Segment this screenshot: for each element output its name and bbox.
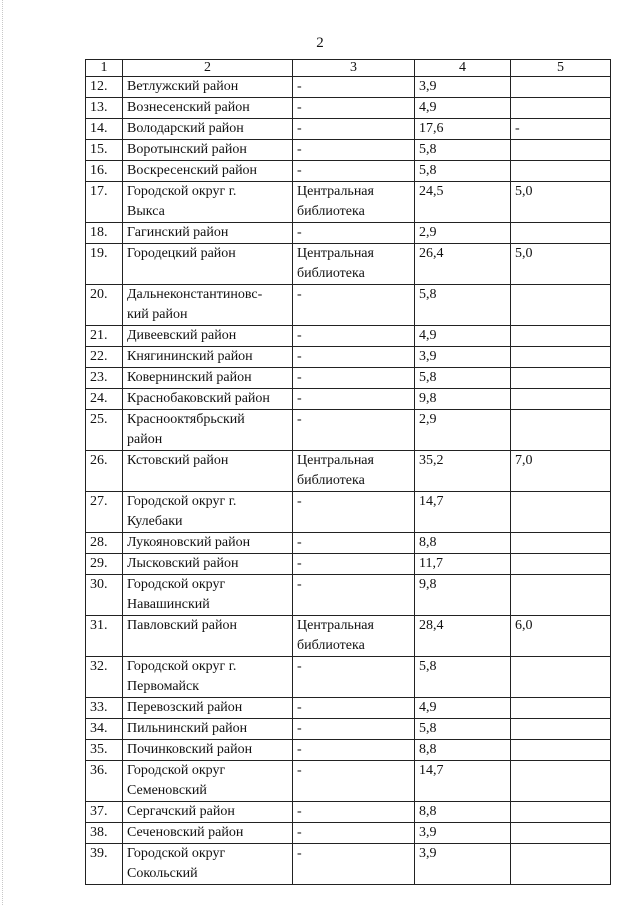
row-number-cell: 21. <box>86 326 123 347</box>
row-number-cell: 27. <box>86 492 123 533</box>
table-row <box>86 119 611 140</box>
table-row <box>86 98 611 119</box>
table-row <box>86 140 611 161</box>
district-name-cell: Городской округ г. Кулебаки <box>123 492 293 533</box>
value-col5-cell <box>511 347 611 368</box>
library-cell: - <box>293 802 415 823</box>
table-row <box>86 326 611 347</box>
table-row <box>86 657 611 698</box>
value-col4-cell: 5,8 <box>415 657 511 698</box>
row-number-cell: 39. <box>86 844 123 885</box>
row-number-cell: 13. <box>86 98 123 119</box>
district-name-cell: Городской округ г. Выкса <box>123 182 293 223</box>
row-number-cell: 23. <box>86 368 123 389</box>
value-col4-cell: 3,9 <box>415 844 511 885</box>
value-col5-cell: - <box>511 119 611 140</box>
value-col5-cell <box>511 492 611 533</box>
table-row <box>86 182 611 223</box>
district-name-cell: Ветлужский район <box>123 77 293 98</box>
district-name-cell: Городецкий район <box>123 244 293 285</box>
district-name-cell: Городской округ Семеновский <box>123 761 293 802</box>
value-col5-cell <box>511 389 611 410</box>
district-name-cell: Пильнинский район <box>123 719 293 740</box>
row-number-cell: 34. <box>86 719 123 740</box>
library-cell: - <box>293 77 415 98</box>
row-number-cell: 16. <box>86 161 123 182</box>
district-name-cell: Княгининский район <box>123 347 293 368</box>
table-row <box>86 451 611 492</box>
table-row <box>86 740 611 761</box>
value-col5-cell <box>511 823 611 844</box>
library-cell: - <box>293 223 415 244</box>
district-name-cell: Воротынский район <box>123 140 293 161</box>
library-cell: Центральная библиотека <box>293 451 415 492</box>
value-col5-cell <box>511 161 611 182</box>
district-name-cell: Лукояновский район <box>123 533 293 554</box>
table-row <box>86 533 611 554</box>
value-col5-cell <box>511 761 611 802</box>
column-header: 5 <box>511 60 611 77</box>
value-col5-cell <box>511 698 611 719</box>
district-name-cell: Городской округ Навашинский <box>123 575 293 616</box>
table-header-row <box>86 60 611 77</box>
value-col4-cell: 9,8 <box>415 575 511 616</box>
library-cell: - <box>293 98 415 119</box>
column-header: 2 <box>123 60 293 77</box>
library-cell: - <box>293 140 415 161</box>
district-name-cell: Сергачский район <box>123 802 293 823</box>
value-col4-cell: 4,9 <box>415 326 511 347</box>
row-number-cell: 38. <box>86 823 123 844</box>
row-number-cell: 14. <box>86 119 123 140</box>
value-col4-cell: 5,8 <box>415 719 511 740</box>
table-row <box>86 719 611 740</box>
library-cell: - <box>293 410 415 451</box>
district-name-cell: Городской округ г. Первомайск <box>123 657 293 698</box>
column-header: 3 <box>293 60 415 77</box>
row-number-cell: 15. <box>86 140 123 161</box>
district-name-cell: Павловский район <box>123 616 293 657</box>
row-number-cell: 20. <box>86 285 123 326</box>
value-col5-cell <box>511 326 611 347</box>
value-col4-cell: 28,4 <box>415 616 511 657</box>
row-number-cell: 31. <box>86 616 123 657</box>
district-name-cell: Починковский район <box>123 740 293 761</box>
district-name-cell: Сеченовский район <box>123 823 293 844</box>
value-col4-cell: 35,2 <box>415 451 511 492</box>
library-cell: - <box>293 119 415 140</box>
value-col5-cell <box>511 285 611 326</box>
row-number-cell: 26. <box>86 451 123 492</box>
value-col5-cell <box>511 657 611 698</box>
library-cell: - <box>293 554 415 575</box>
value-col5-cell <box>511 140 611 161</box>
library-cell: - <box>293 698 415 719</box>
value-col5-cell <box>511 410 611 451</box>
district-table <box>85 59 611 885</box>
value-col5-cell: 6,0 <box>511 616 611 657</box>
value-col4-cell: 5,8 <box>415 140 511 161</box>
row-number-cell: 36. <box>86 761 123 802</box>
value-col4-cell: 4,9 <box>415 698 511 719</box>
value-col5-cell <box>511 719 611 740</box>
library-cell: - <box>293 389 415 410</box>
value-col4-cell: 2,9 <box>415 410 511 451</box>
row-number-cell: 30. <box>86 575 123 616</box>
district-name-cell: Ковернинский район <box>123 368 293 389</box>
value-col4-cell: 17,6 <box>415 119 511 140</box>
library-cell: - <box>293 575 415 616</box>
table-body <box>86 60 611 885</box>
library-cell: Центральная библиотека <box>293 244 415 285</box>
row-number-cell: 24. <box>86 389 123 410</box>
row-number-cell: 25. <box>86 410 123 451</box>
district-name-cell: Дивеевский район <box>123 326 293 347</box>
table-row <box>86 244 611 285</box>
table-row <box>86 823 611 844</box>
row-number-cell: 22. <box>86 347 123 368</box>
district-name-cell: Володарский район <box>123 119 293 140</box>
district-name-cell: Краснобаковский район <box>123 389 293 410</box>
table-row <box>86 761 611 802</box>
district-name-cell: Дальнеконстантиновс- кий район <box>123 285 293 326</box>
library-cell: Центральная библиотека <box>293 182 415 223</box>
table-row <box>86 368 611 389</box>
page-number: 2 <box>316 35 324 51</box>
value-col5-cell: 5,0 <box>511 244 611 285</box>
value-col4-cell: 9,8 <box>415 389 511 410</box>
library-cell: - <box>293 719 415 740</box>
value-col4-cell: 11,7 <box>415 554 511 575</box>
row-number-cell: 18. <box>86 223 123 244</box>
value-col4-cell: 3,9 <box>415 347 511 368</box>
library-cell: - <box>293 347 415 368</box>
table-row <box>86 575 611 616</box>
row-number-cell: 28. <box>86 533 123 554</box>
district-name-cell: Лысковский район <box>123 554 293 575</box>
table-row <box>86 77 611 98</box>
table-row <box>86 492 611 533</box>
value-col4-cell: 8,8 <box>415 802 511 823</box>
column-header: 4 <box>415 60 511 77</box>
value-col5-cell <box>511 77 611 98</box>
district-name-cell: Кстовский район <box>123 451 293 492</box>
value-col5-cell <box>511 740 611 761</box>
row-number-cell: 33. <box>86 698 123 719</box>
table-row <box>86 285 611 326</box>
library-cell: - <box>293 533 415 554</box>
district-name-cell: Городской округ Сокольский <box>123 844 293 885</box>
table-row <box>86 844 611 885</box>
scan-edge-marks <box>2 0 4 905</box>
row-number-cell: 12. <box>86 77 123 98</box>
value-col4-cell: 14,7 <box>415 761 511 802</box>
library-cell: - <box>293 761 415 802</box>
value-col5-cell <box>511 98 611 119</box>
library-cell: - <box>293 657 415 698</box>
library-cell: - <box>293 368 415 389</box>
value-col5-cell <box>511 368 611 389</box>
value-col4-cell: 3,9 <box>415 77 511 98</box>
table-row <box>86 223 611 244</box>
value-col4-cell: 14,7 <box>415 492 511 533</box>
table-row <box>86 554 611 575</box>
row-number-cell: 37. <box>86 802 123 823</box>
row-number-cell: 32. <box>86 657 123 698</box>
library-cell: - <box>293 823 415 844</box>
column-header: 1 <box>86 60 123 77</box>
value-col5-cell <box>511 844 611 885</box>
library-cell: Центральная библиотека <box>293 616 415 657</box>
value-col4-cell: 24,5 <box>415 182 511 223</box>
value-col4-cell: 8,8 <box>415 533 511 554</box>
library-cell: - <box>293 326 415 347</box>
library-cell: - <box>293 740 415 761</box>
value-col5-cell <box>511 533 611 554</box>
value-col4-cell: 4,9 <box>415 98 511 119</box>
value-col5-cell: 5,0 <box>511 182 611 223</box>
value-col5-cell <box>511 223 611 244</box>
district-name-cell: Краснооктябрьский район <box>123 410 293 451</box>
value-col5-cell <box>511 575 611 616</box>
table-row <box>86 802 611 823</box>
value-col4-cell: 5,8 <box>415 285 511 326</box>
district-name-cell: Вознесенский район <box>123 98 293 119</box>
table-row <box>86 698 611 719</box>
row-number-cell: 35. <box>86 740 123 761</box>
district-name-cell: Гагинский район <box>123 223 293 244</box>
value-col4-cell: 8,8 <box>415 740 511 761</box>
value-col4-cell: 26,4 <box>415 244 511 285</box>
table-row <box>86 616 611 657</box>
table-row <box>86 410 611 451</box>
value-col5-cell: 7,0 <box>511 451 611 492</box>
value-col4-cell: 3,9 <box>415 823 511 844</box>
value-col5-cell <box>511 802 611 823</box>
value-col4-cell: 5,8 <box>415 368 511 389</box>
library-cell: - <box>293 492 415 533</box>
table-row <box>86 161 611 182</box>
library-cell: - <box>293 161 415 182</box>
row-number-cell: 29. <box>86 554 123 575</box>
value-col4-cell: 5,8 <box>415 161 511 182</box>
row-number-cell: 17. <box>86 182 123 223</box>
district-name-cell: Перевозский район <box>123 698 293 719</box>
library-cell: - <box>293 285 415 326</box>
value-col4-cell: 2,9 <box>415 223 511 244</box>
value-col5-cell <box>511 554 611 575</box>
table-row <box>86 389 611 410</box>
row-number-cell: 19. <box>86 244 123 285</box>
library-cell: - <box>293 844 415 885</box>
table-row <box>86 347 611 368</box>
district-name-cell: Воскресенский район <box>123 161 293 182</box>
